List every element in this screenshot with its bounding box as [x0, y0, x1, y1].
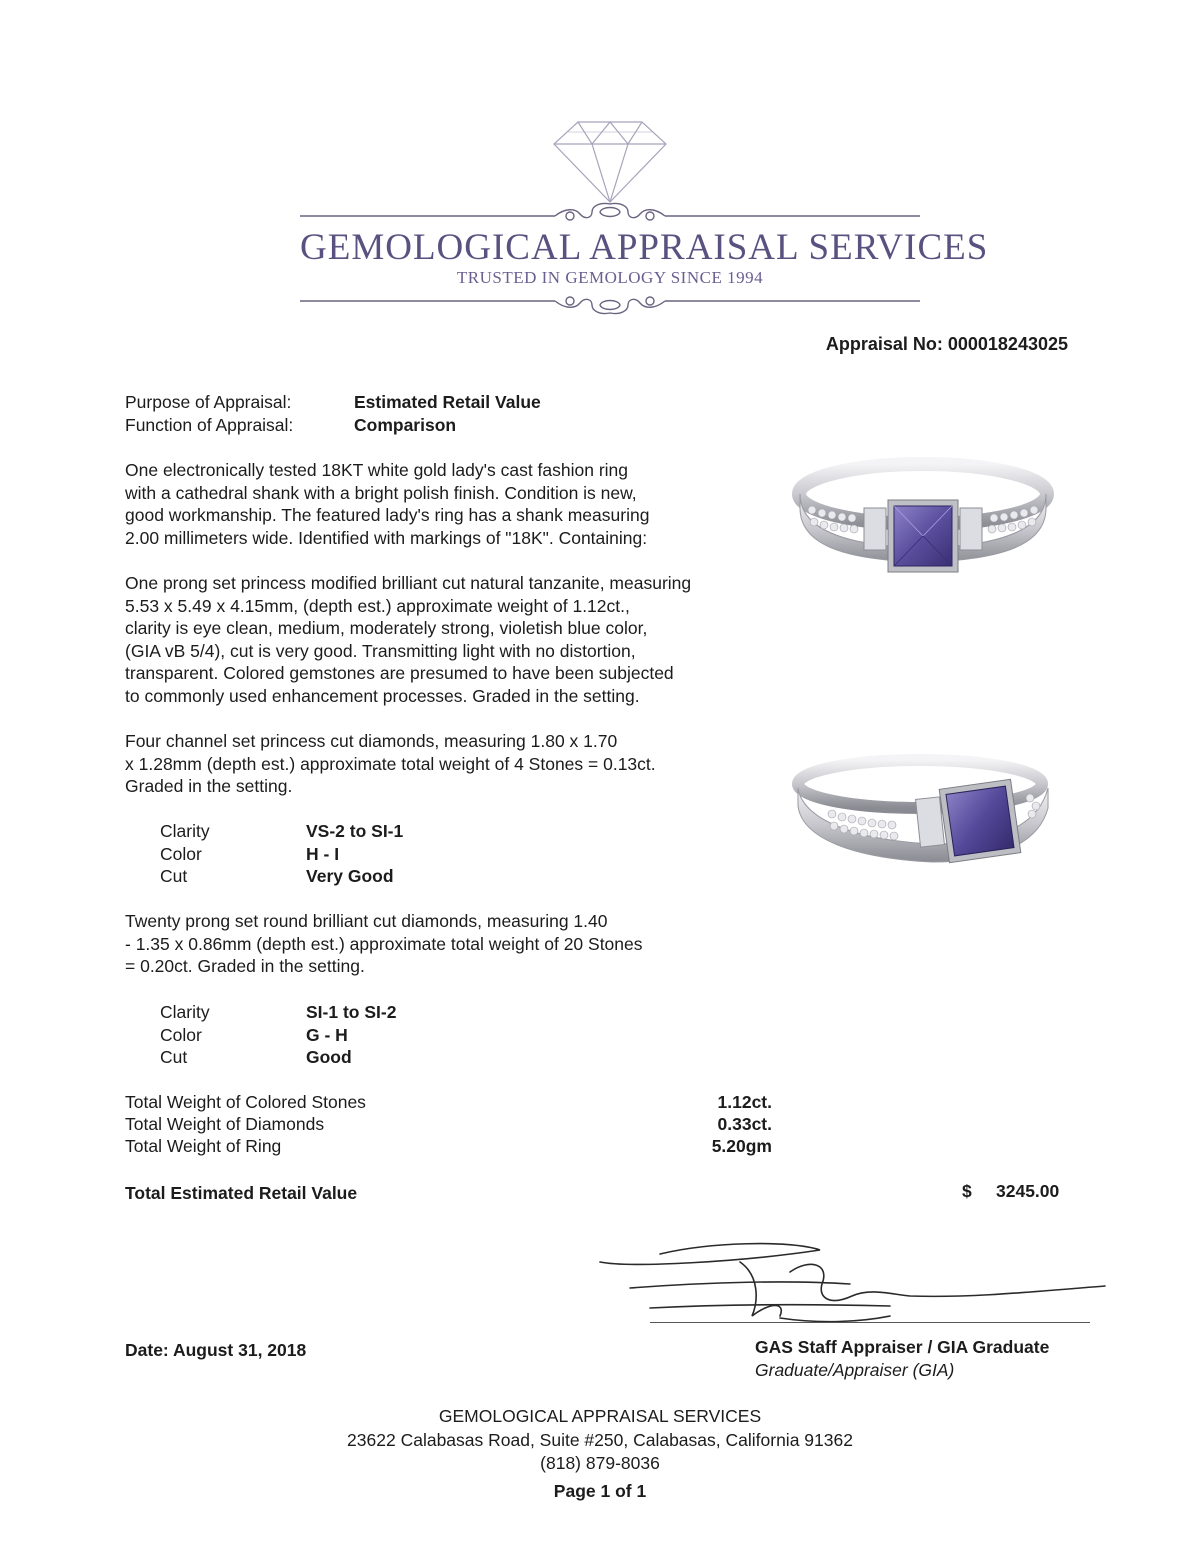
- retail-currency: $: [962, 1181, 972, 1201]
- logo-ornament-bottom: [300, 288, 920, 318]
- grade-row: [160, 1001, 396, 1024]
- channel-line: x 1.28mm (depth est.) approximate total weight of 4 Stones = 0.13ct.: [125, 753, 656, 774]
- round-line: - 1.35 x 0.86mm (depth est.) approximate total weight of 20 Stones: [125, 933, 643, 954]
- grade-value: Very Good: [306, 866, 394, 886]
- grade-value: H - I: [306, 843, 340, 864]
- grade-row: [160, 843, 403, 866]
- description-line: 2.00 millimeters wide. Identified with markings of "18K". Containing:: [125, 527, 648, 548]
- channel-diamonds-description: [125, 730, 775, 798]
- grade-row: [160, 1024, 396, 1047]
- page-number: Page 1 of 1: [553, 1480, 647, 1501]
- grade-label: Clarity: [160, 1002, 210, 1022]
- purpose-value: Estimated Retail Value: [354, 392, 541, 412]
- appraisal-date: Date: August 31, 2018: [125, 1340, 307, 1360]
- grade-label: Clarity: [160, 821, 210, 841]
- diamond-logo-icon: [548, 118, 672, 204]
- total-ring-label: Total Weight of Ring: [125, 1136, 282, 1156]
- tanzanite-line: clarity is eye clean, medium, moderately strong, violetish blue color,: [125, 618, 648, 638]
- retail-value-label: Total Estimated Retail Value: [125, 1183, 358, 1203]
- footer: [0, 1405, 1200, 1503]
- retail-amount: 3245.00: [996, 1181, 1060, 1201]
- total-diamonds-label: Total Weight of Diamonds: [125, 1114, 325, 1134]
- grade-row: [160, 1046, 396, 1069]
- grade-label: Cut: [160, 1047, 188, 1067]
- ring-description: [125, 459, 775, 549]
- appraiser-title: GAS Staff Appraiser / GIA Graduate: [755, 1337, 1050, 1357]
- grade-value: G - H: [306, 1024, 348, 1045]
- tanzanite-line: 5.53 x 5.49 x 4.15mm, (depth est.) approximate weight of 1.12ct.,: [125, 595, 630, 616]
- total-diamonds-value: 0.33ct.: [717, 1114, 772, 1134]
- grade-value: Good: [306, 1047, 352, 1067]
- channel-line: Graded in the setting.: [125, 776, 293, 796]
- grade-value: SI-1 to SI-2: [306, 1002, 397, 1022]
- grade-label: Cut: [160, 866, 188, 886]
- channel-grades-table: [160, 820, 403, 888]
- tanzanite-line: to commonly used enhancement processes. Graded in the setting.: [125, 685, 640, 706]
- grade-value: VS-2 to SI-1: [306, 821, 404, 841]
- channel-line: Four channel set princess cut diamonds, measuring 1.80 x 1.70: [125, 731, 618, 751]
- description-line: good workmanship. The featured lady's ring has a shank measuring: [125, 505, 650, 525]
- tanzanite-line: One prong set princess modified brilliant cut natural tanzanite, measuring: [125, 573, 692, 593]
- grade-label: Color: [160, 843, 202, 864]
- ring-photo-front: [792, 448, 1054, 590]
- ring-photo-angle: [792, 748, 1054, 883]
- signature-line: [650, 1322, 1090, 1323]
- purpose-label: Purpose of Appraisal:: [125, 392, 292, 412]
- grade-row: [160, 820, 403, 843]
- round-diamonds-description: [125, 910, 775, 978]
- grade-label: Color: [160, 1024, 202, 1045]
- footer-phone: (818) 879-8036: [540, 1453, 660, 1473]
- description-line: with a cathedral shank with a bright polish finish. Condition is new,: [125, 482, 637, 503]
- round-grades-table: [160, 1001, 396, 1069]
- appraiser-signature: [590, 1232, 1110, 1342]
- round-line: Twenty prong set round brilliant cut diamonds, measuring 1.40: [125, 911, 608, 931]
- footer-address: 23622 Calabasas Road, Suite #250, Calabasas, California 91362: [347, 1429, 853, 1450]
- footer-company: GEMOLOGICAL APPRAISAL SERVICES: [438, 1406, 762, 1426]
- logo-title: GEMOLOGICAL APPRAISAL SERVICES: [300, 227, 989, 268]
- tanzanite-description: [125, 572, 775, 707]
- grade-row: [160, 865, 403, 888]
- appraisal-number: Appraisal No: 000018243025: [825, 334, 1068, 354]
- logo-subtitle: TRUSTED IN GEMOLOGY SINCE 1994: [456, 268, 764, 287]
- total-ring-value: 5.20gm: [711, 1136, 772, 1156]
- appraiser-subtitle: Graduate/Appraiser (GIA): [755, 1360, 955, 1380]
- total-colored-label: Total Weight of Colored Stones: [125, 1092, 366, 1112]
- function-label: Function of Appraisal:: [125, 415, 294, 435]
- round-line: = 0.20ct. Graded in the setting.: [125, 956, 365, 976]
- function-value: Comparison: [354, 415, 457, 435]
- description-line: One electronically tested 18KT white gold lady's cast fashion ring: [125, 460, 629, 480]
- tanzanite-line: transparent. Colored gemstones are presumed to have been subjected: [125, 663, 674, 683]
- total-colored-value: 1.12ct.: [717, 1092, 772, 1112]
- tanzanite-line: (GIA vB 5/4), cut is very good. Transmitting light with no distortion,: [125, 640, 636, 661]
